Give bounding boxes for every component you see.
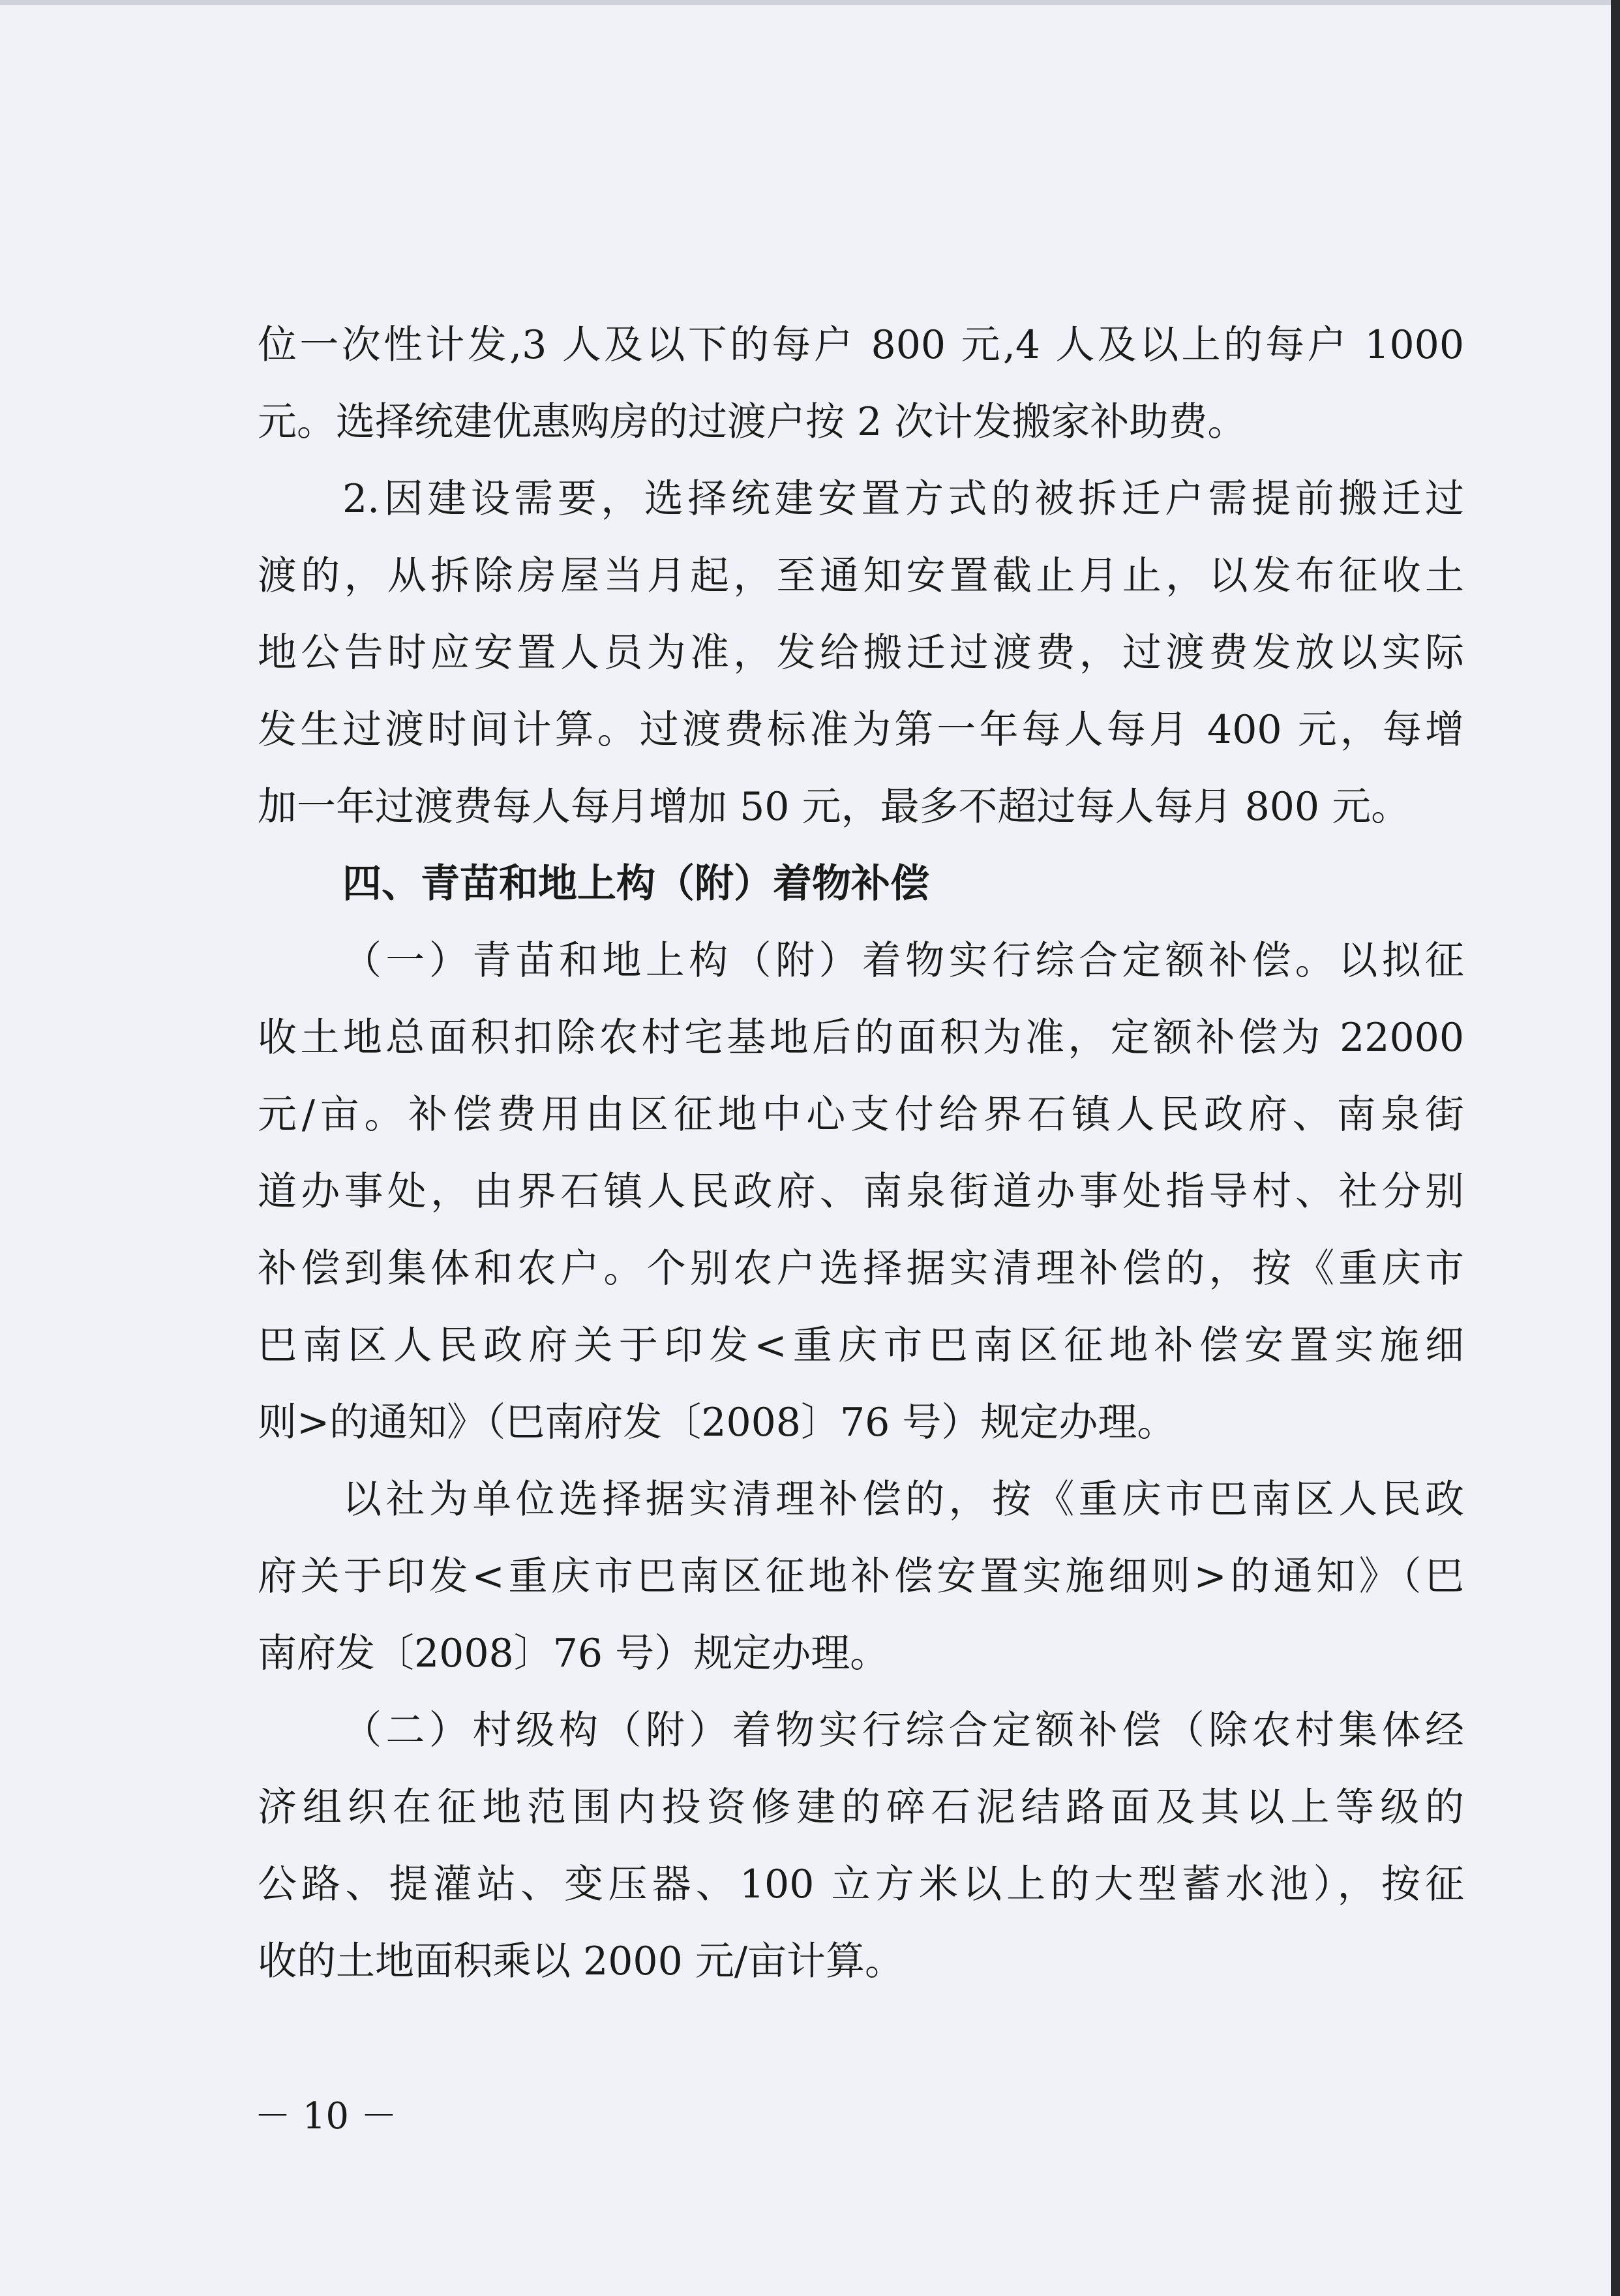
paragraph-line: 府关于印发<重庆市巴南区征地补偿安置实施细则>的通知》（巴 bbox=[258, 1554, 1464, 1599]
scan-edge-top bbox=[0, 0, 1620, 5]
paragraph-line: 元/亩。补偿费用由区征地中心支付给界石镇人民政府、南泉街 bbox=[258, 1092, 1464, 1138]
paragraph-line: 则>的通知》（巴南府发〔2008〕76 号）规定办理。 bbox=[258, 1400, 1177, 1445]
page-number: － 10 － bbox=[254, 2095, 397, 2137]
section-heading: 四、青苗和地上构（附）着物补偿 bbox=[342, 861, 929, 907]
paragraph-line: 公路、提灌站、变压器、100 立方米以上的大型蓄水池），按征 bbox=[258, 1862, 1464, 1907]
paragraph-line: 收土地总面积扣除农村宅基地后的面积为准，定额补偿为 22000 bbox=[258, 1015, 1464, 1061]
paragraph-line: 2.因建设需要，选择统建安置方式的被拆迁户需提前搬迁过 bbox=[342, 476, 1464, 522]
paragraph-line: 济组织在征地范围内投资修建的碎石泥结路面及其以上等级的 bbox=[258, 1785, 1464, 1830]
paragraph-line: 以社为单位选择据实清理补偿的，按《重庆市巴南区人民政 bbox=[342, 1477, 1464, 1522]
paragraph-line: 加一年过渡费每人每月增加 50 元，最多不超过每人每月 800 元。 bbox=[258, 784, 1411, 830]
paragraph-line: 渡的，从拆除房屋当月起，至通知安置截止月止，以发布征收土 bbox=[258, 553, 1464, 599]
scan-edge-right bbox=[1611, 0, 1620, 2296]
document-body bbox=[258, 307, 1464, 2000]
paragraph-line: 地公告时应安置人员为准，发给搬迁过渡费，过渡费发放以实际 bbox=[258, 630, 1464, 676]
paragraph-line: 位一次性计发,3 人及以下的每户 800 元,4 人及以上的每户 1000 bbox=[258, 322, 1464, 368]
paragraph-line: 道办事处，由界石镇人民政府、南泉街道办事处指导村、社分别 bbox=[258, 1169, 1464, 1215]
paragraph-line: 巴南区人民政府关于印发<重庆市巴南区征地补偿安置实施细 bbox=[258, 1323, 1464, 1368]
paragraph-line: （二）村级构（附）着物实行综合定额补偿（除农村集体经 bbox=[342, 1708, 1464, 1753]
paragraph-line: 补偿到集体和农户。个别农户选择据实清理补偿的，按《重庆市 bbox=[258, 1246, 1464, 1292]
paragraph-line: 南府发〔2008〕76 号）规定办理。 bbox=[258, 1631, 890, 1676]
paragraph-line: （一）青苗和地上构（附）着物实行综合定额补偿。以拟征 bbox=[342, 938, 1464, 984]
paragraph-line: 收的土地面积乘以 2000 元/亩计算。 bbox=[258, 1939, 905, 1984]
paragraph-line: 发生过渡时间计算。过渡费标准为第一年每人每月 400 元，每增 bbox=[258, 707, 1464, 753]
paragraph-line: 元。选择统建优惠购房的过渡户按 2 次计发搬家补助费。 bbox=[258, 399, 1247, 445]
